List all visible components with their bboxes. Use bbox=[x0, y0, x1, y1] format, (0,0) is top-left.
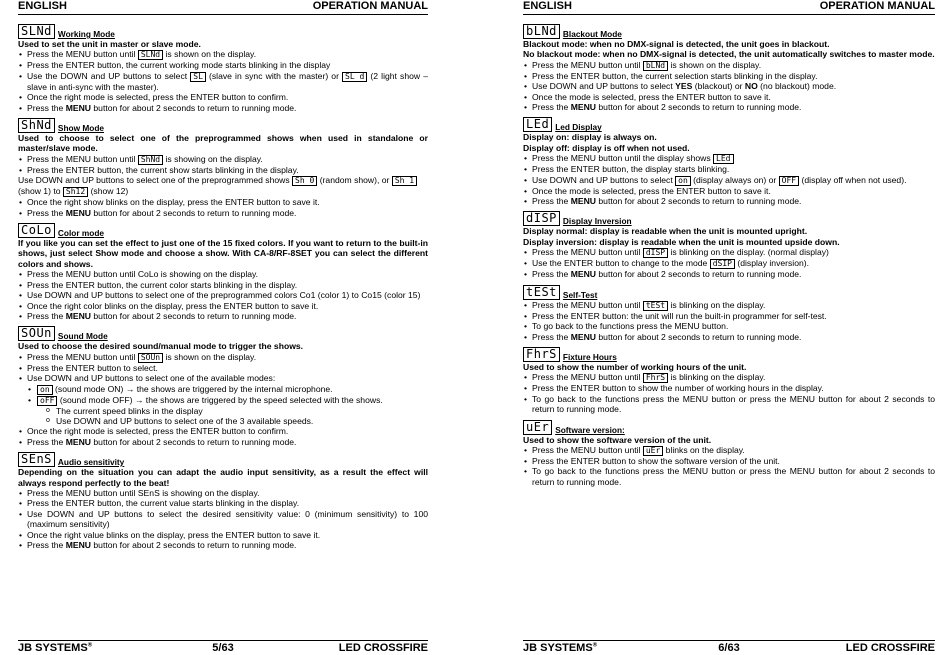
lcd-inline: CoLo bbox=[137, 269, 159, 280]
footer-product: LED CROSSFIRE bbox=[845, 642, 935, 654]
section-intro: No blackout mode: when no DMX-signal is detected, the unit automatically switches to master mode. bbox=[523, 49, 935, 60]
section-title: Audio sensitivity bbox=[57, 457, 125, 468]
list-item: • Use DOWN and UP buttons to select the desired sensitivity value: 0 (minimum sensitivity) to 100 (maximum sensitivity) bbox=[18, 509, 428, 530]
list-item: • Press the ENTER button, the current working mode starts blinking in the display bbox=[18, 60, 428, 70]
list-item: • Use DOWN and UP buttons to select on (display always on) or OFF (display off when not used). bbox=[523, 175, 935, 186]
list-item: • Press the MENU button until SEnS is showing on the display. bbox=[18, 488, 428, 498]
section-intro: Used to choose the desired sound/manual mode to trigger the shows. bbox=[18, 341, 304, 352]
list-item: • Once the right value blinks on the display, press the ENTER button to save it. bbox=[18, 530, 428, 540]
lcd-inline: SL bbox=[190, 72, 206, 82]
lcd-icon-show: ShNd bbox=[18, 118, 55, 133]
list-item: • oFF (sound mode OFF) → the shows are triggered by the speed selected with the shows. bbox=[18, 395, 428, 406]
lcd-icon-audio: SEnS bbox=[18, 452, 55, 467]
instruction-list bbox=[18, 49, 428, 113]
section-intro: Display off: display is off when not used. bbox=[523, 142, 690, 153]
list-item: • Press the ENTER button to show the software version of the unit. bbox=[523, 456, 935, 466]
section-title: Color mode bbox=[57, 228, 105, 239]
list-item: • Press the MENU button until bLNd is shown on the display. bbox=[523, 60, 935, 71]
lcd-inline: on bbox=[37, 385, 53, 395]
list-item: • Press the MENU button until dISP is blinking on the display. (normal display) bbox=[523, 247, 935, 258]
lcd-icon-sound: SOUn bbox=[18, 326, 55, 341]
list-item: • Once the right mode is selected, press the ENTER button to confirm. bbox=[18, 92, 428, 102]
lcd-inline: oFF bbox=[37, 396, 57, 406]
lcd-inline: SOUn bbox=[138, 353, 163, 363]
section-intro: Display normal: display is readable when the unit is mounted upright. bbox=[523, 226, 808, 237]
section-audio-sensitivity bbox=[18, 452, 428, 550]
lcd-inline: LEd bbox=[713, 154, 733, 164]
section-title: Working Mode bbox=[57, 29, 115, 39]
header-language: ENGLISH bbox=[523, 0, 572, 12]
page-header bbox=[18, 0, 428, 15]
section-intro: Depending on the situation you can adapt the audio input sensitivity, as a result the effect will always respond perfectly to the beat! bbox=[18, 467, 428, 488]
list-item: • Press the MENU button for about 2 seconds to return to running mode. bbox=[523, 102, 935, 112]
section-fixture-hours bbox=[523, 347, 935, 415]
section-intro: If you like you can set the effect to just one of the 15 fixed colors. If you want to return to the built-in shows, just select Show mode and choose a show. With CA-8/RF-8SET you can select the different colors and shows. bbox=[18, 238, 428, 269]
instruction-list bbox=[18, 269, 428, 321]
list-item: • Press the MENU button until uEr blinks on the display. bbox=[523, 445, 935, 456]
list-item: • Press the ENTER button to show the number of working hours in the display. bbox=[523, 383, 935, 393]
list-item: • Press the ENTER button: the unit will run the built-in programmer for self-test. bbox=[523, 311, 935, 321]
page-body bbox=[18, 24, 428, 555]
list-item: • To go back to the functions press the MENU button or press the MENU button for about 2 seconds to return to running mode. bbox=[523, 394, 935, 415]
section-title: Sound Mode bbox=[57, 331, 108, 342]
list-item: • Use the DOWN and UP buttons to select SL (slave in sync with the master) or SL d (2 light show – slave in anti-sync with the master). bbox=[18, 71, 428, 92]
list-item: • Press the MENU button until ShNd is showing on the display. bbox=[18, 154, 428, 165]
list-item: • on (sound mode ON) → the shows are triggered by the internal microphone. bbox=[18, 384, 428, 395]
list-item: • Press the ENTER button, the current value starts blinking in the display. bbox=[18, 498, 428, 508]
lcd-icon-working: SLNd bbox=[18, 24, 55, 39]
section-display-inversion bbox=[523, 211, 935, 279]
footer-brand: JB SYSTEMS® bbox=[18, 642, 93, 654]
page-header bbox=[523, 0, 935, 15]
list-item: • Once the mode is selected, press the ENTER button to save it. bbox=[523, 92, 935, 102]
list-item: o Use DOWN and UP buttons to select one of the 3 available speeds. bbox=[18, 416, 428, 426]
lcd-inline: Sh12 bbox=[63, 187, 88, 197]
instruction-list bbox=[523, 60, 935, 113]
section-title: Blackout Mode bbox=[562, 29, 622, 39]
lcd-icon-blackout: bLNd bbox=[523, 24, 560, 39]
list-item: • Press the MENU button until the display shows LEd bbox=[523, 153, 935, 164]
section-title: Self-Test bbox=[562, 289, 598, 300]
section-show-mode bbox=[18, 118, 428, 218]
list-item: • Use the ENTER button to change to the mode dSIP (display inversion). bbox=[523, 258, 935, 269]
lcd-icon-display: dISP bbox=[523, 211, 560, 226]
list-item: • Use DOWN and UP buttons to select YES (blackout) or NO (no blackout) mode. bbox=[523, 81, 935, 91]
section-software-version bbox=[523, 420, 935, 488]
lcd-inline: FhrS bbox=[643, 373, 668, 383]
page-footer bbox=[523, 640, 935, 655]
lcd-inline: SLNd bbox=[138, 50, 163, 60]
lcd-inline: Sh 1 bbox=[392, 176, 417, 186]
lcd-icon-led: LEd bbox=[523, 117, 552, 132]
lcd-inline: dISP bbox=[643, 248, 668, 258]
section-title: Led Display bbox=[555, 122, 602, 133]
list-item: • Press the MENU button until SOUn is shown on the display. bbox=[18, 352, 428, 363]
section-working-mode bbox=[18, 24, 428, 113]
footer-page-number: 6/63 bbox=[718, 642, 740, 654]
list-item: • To go back to the functions press the MENU button. bbox=[523, 321, 935, 331]
list-item: • Press the MENU button for about 2 seconds to return to running mode. bbox=[523, 196, 935, 206]
list-item: o The current speed blinks in the display bbox=[18, 406, 428, 416]
page-body bbox=[523, 24, 935, 492]
section-intro: Display inversion: display is readable when the unit is mounted upside down. bbox=[523, 236, 840, 247]
list-item: • Use DOWN and UP buttons to select one of the available modes: bbox=[18, 373, 428, 383]
section-blackout-mode bbox=[523, 24, 935, 112]
list-item: • Press the MENU button for about 2 seconds to return to running mode. bbox=[18, 540, 428, 550]
section-led-display bbox=[523, 117, 935, 206]
list-item: • To go back to the functions press the MENU button or press the MENU button for about 2 seconds to return to running mode. bbox=[523, 466, 935, 487]
section-color-mode bbox=[18, 223, 428, 321]
footer-product: LED CROSSFIRE bbox=[338, 642, 428, 654]
list-item: • Press the ENTER button to select. bbox=[18, 363, 428, 373]
list-item: • Once the mode is selected, press the ENTER button to save it. bbox=[523, 186, 935, 196]
section-intro: Used to set the unit in master or slave mode. bbox=[18, 39, 201, 49]
list-item: • Press the MENU button for about 2 seconds to return to running mode. bbox=[18, 208, 428, 218]
list-item: • Press the MENU button for about 2 seconds to return to running mode. bbox=[523, 332, 935, 342]
lcd-icon-color: CoLo bbox=[18, 223, 55, 238]
instruction-list bbox=[523, 372, 935, 414]
section-self-test bbox=[523, 285, 935, 342]
footer-page-number: 5/63 bbox=[212, 642, 234, 654]
instruction-list bbox=[18, 488, 428, 550]
section-intro: Used to show the number of working hours of the unit. bbox=[523, 361, 747, 372]
list-item: • Press the MENU button until CoLo is showing on the display. bbox=[18, 269, 428, 279]
list-item: • Press the ENTER button, the current selection starts blinking in the display. bbox=[523, 71, 935, 81]
footer-brand: JB SYSTEMS® bbox=[523, 642, 598, 654]
instruction-list bbox=[523, 153, 935, 206]
header-title: OPERATION MANUAL bbox=[819, 0, 935, 12]
instruction-list bbox=[18, 352, 428, 447]
section-title: Show Mode bbox=[57, 123, 104, 134]
list-item: • Use DOWN and UP buttons to select one of the preprogrammed colors Co1 (color 1) to Co15 (color 15) bbox=[18, 290, 428, 300]
list-item: • Press the ENTER button, the current color starts blinking in the display. bbox=[18, 280, 428, 290]
section-intro: Used to show the software version of the unit. bbox=[523, 434, 712, 445]
section-title: Display Inversion bbox=[562, 216, 632, 227]
header-title: OPERATION MANUAL bbox=[312, 0, 428, 12]
list-item: • Press the MENU button until tESt is blinking on the display. bbox=[523, 300, 935, 311]
lcd-icon-hours: FhrS bbox=[523, 347, 560, 362]
lcd-icon-test: tESt bbox=[523, 285, 560, 300]
list-item: Use DOWN and UP buttons to select one of the preprogrammed shows Sh 0 (random show), or Sh 1 bbox=[18, 175, 428, 186]
lcd-inline: tESt bbox=[643, 301, 668, 311]
section-title: Fixture Hours bbox=[562, 351, 617, 362]
section-intro: Display on: display is always on. bbox=[523, 132, 657, 143]
list-item: (show 1) to Sh12 (show 12) bbox=[18, 186, 129, 197]
instruction-list bbox=[523, 300, 935, 342]
lcd-inline: ShNd bbox=[138, 155, 163, 165]
manual-page-5 bbox=[18, 0, 428, 654]
lcd-inline: Sh 0 bbox=[292, 176, 317, 186]
list-item: • Once the right color blinks on the display, press the ENTER button to save it. bbox=[18, 301, 428, 311]
lcd-icon-software: uEr bbox=[523, 420, 552, 435]
lcd-inline: uEr bbox=[643, 446, 663, 456]
list-item: • Once the right mode is selected, press the ENTER button to confirm. bbox=[18, 426, 428, 436]
list-item: • Press the ENTER button, the current show starts blinking in the display. bbox=[18, 165, 428, 175]
lcd-inline: OFF bbox=[779, 176, 799, 186]
list-item: • Press the MENU button for about 2 seconds to return to running mode. bbox=[523, 269, 935, 279]
instruction-list bbox=[523, 445, 935, 487]
list-item: • Press the MENU button for about 2 seconds to return to running mode. bbox=[18, 311, 428, 321]
lcd-inline: bLNd bbox=[643, 61, 668, 71]
section-intro: Used to choose to select one of the preprogrammed shows when used in standalone or master/slave mode. bbox=[18, 133, 428, 154]
lcd-inline: dSIP bbox=[710, 259, 735, 269]
list-item: • Press the MENU button until SLNd is shown on the display. bbox=[18, 49, 428, 60]
list-item: • Press the MENU button until FhrS is blinking on the display. bbox=[523, 372, 935, 383]
instruction-list bbox=[18, 154, 428, 218]
lcd-inline: SEnS bbox=[137, 487, 160, 498]
list-item: • Once the right show blinks on the display, press the ENTER button to save it. bbox=[18, 197, 428, 207]
header-language: ENGLISH bbox=[18, 0, 67, 12]
section-intro: Blackout mode: when no DMX-signal is detected, the unit goes in blackout. bbox=[523, 39, 830, 49]
list-item: • Press the ENTER button, the display starts blinking. bbox=[523, 164, 935, 174]
list-item: • Press the MENU button for about 2 seconds to return to running mode. bbox=[18, 437, 428, 447]
list-item: • Press the MENU button for about 2 seconds to return to running mode. bbox=[18, 103, 428, 113]
lcd-inline: SL d bbox=[342, 72, 367, 82]
page-footer bbox=[18, 640, 428, 655]
instruction-list bbox=[523, 247, 935, 279]
section-sound-mode bbox=[18, 326, 428, 447]
manual-page-6 bbox=[523, 0, 935, 654]
section-title: Software version: bbox=[555, 424, 625, 435]
lcd-inline: on bbox=[675, 176, 691, 186]
